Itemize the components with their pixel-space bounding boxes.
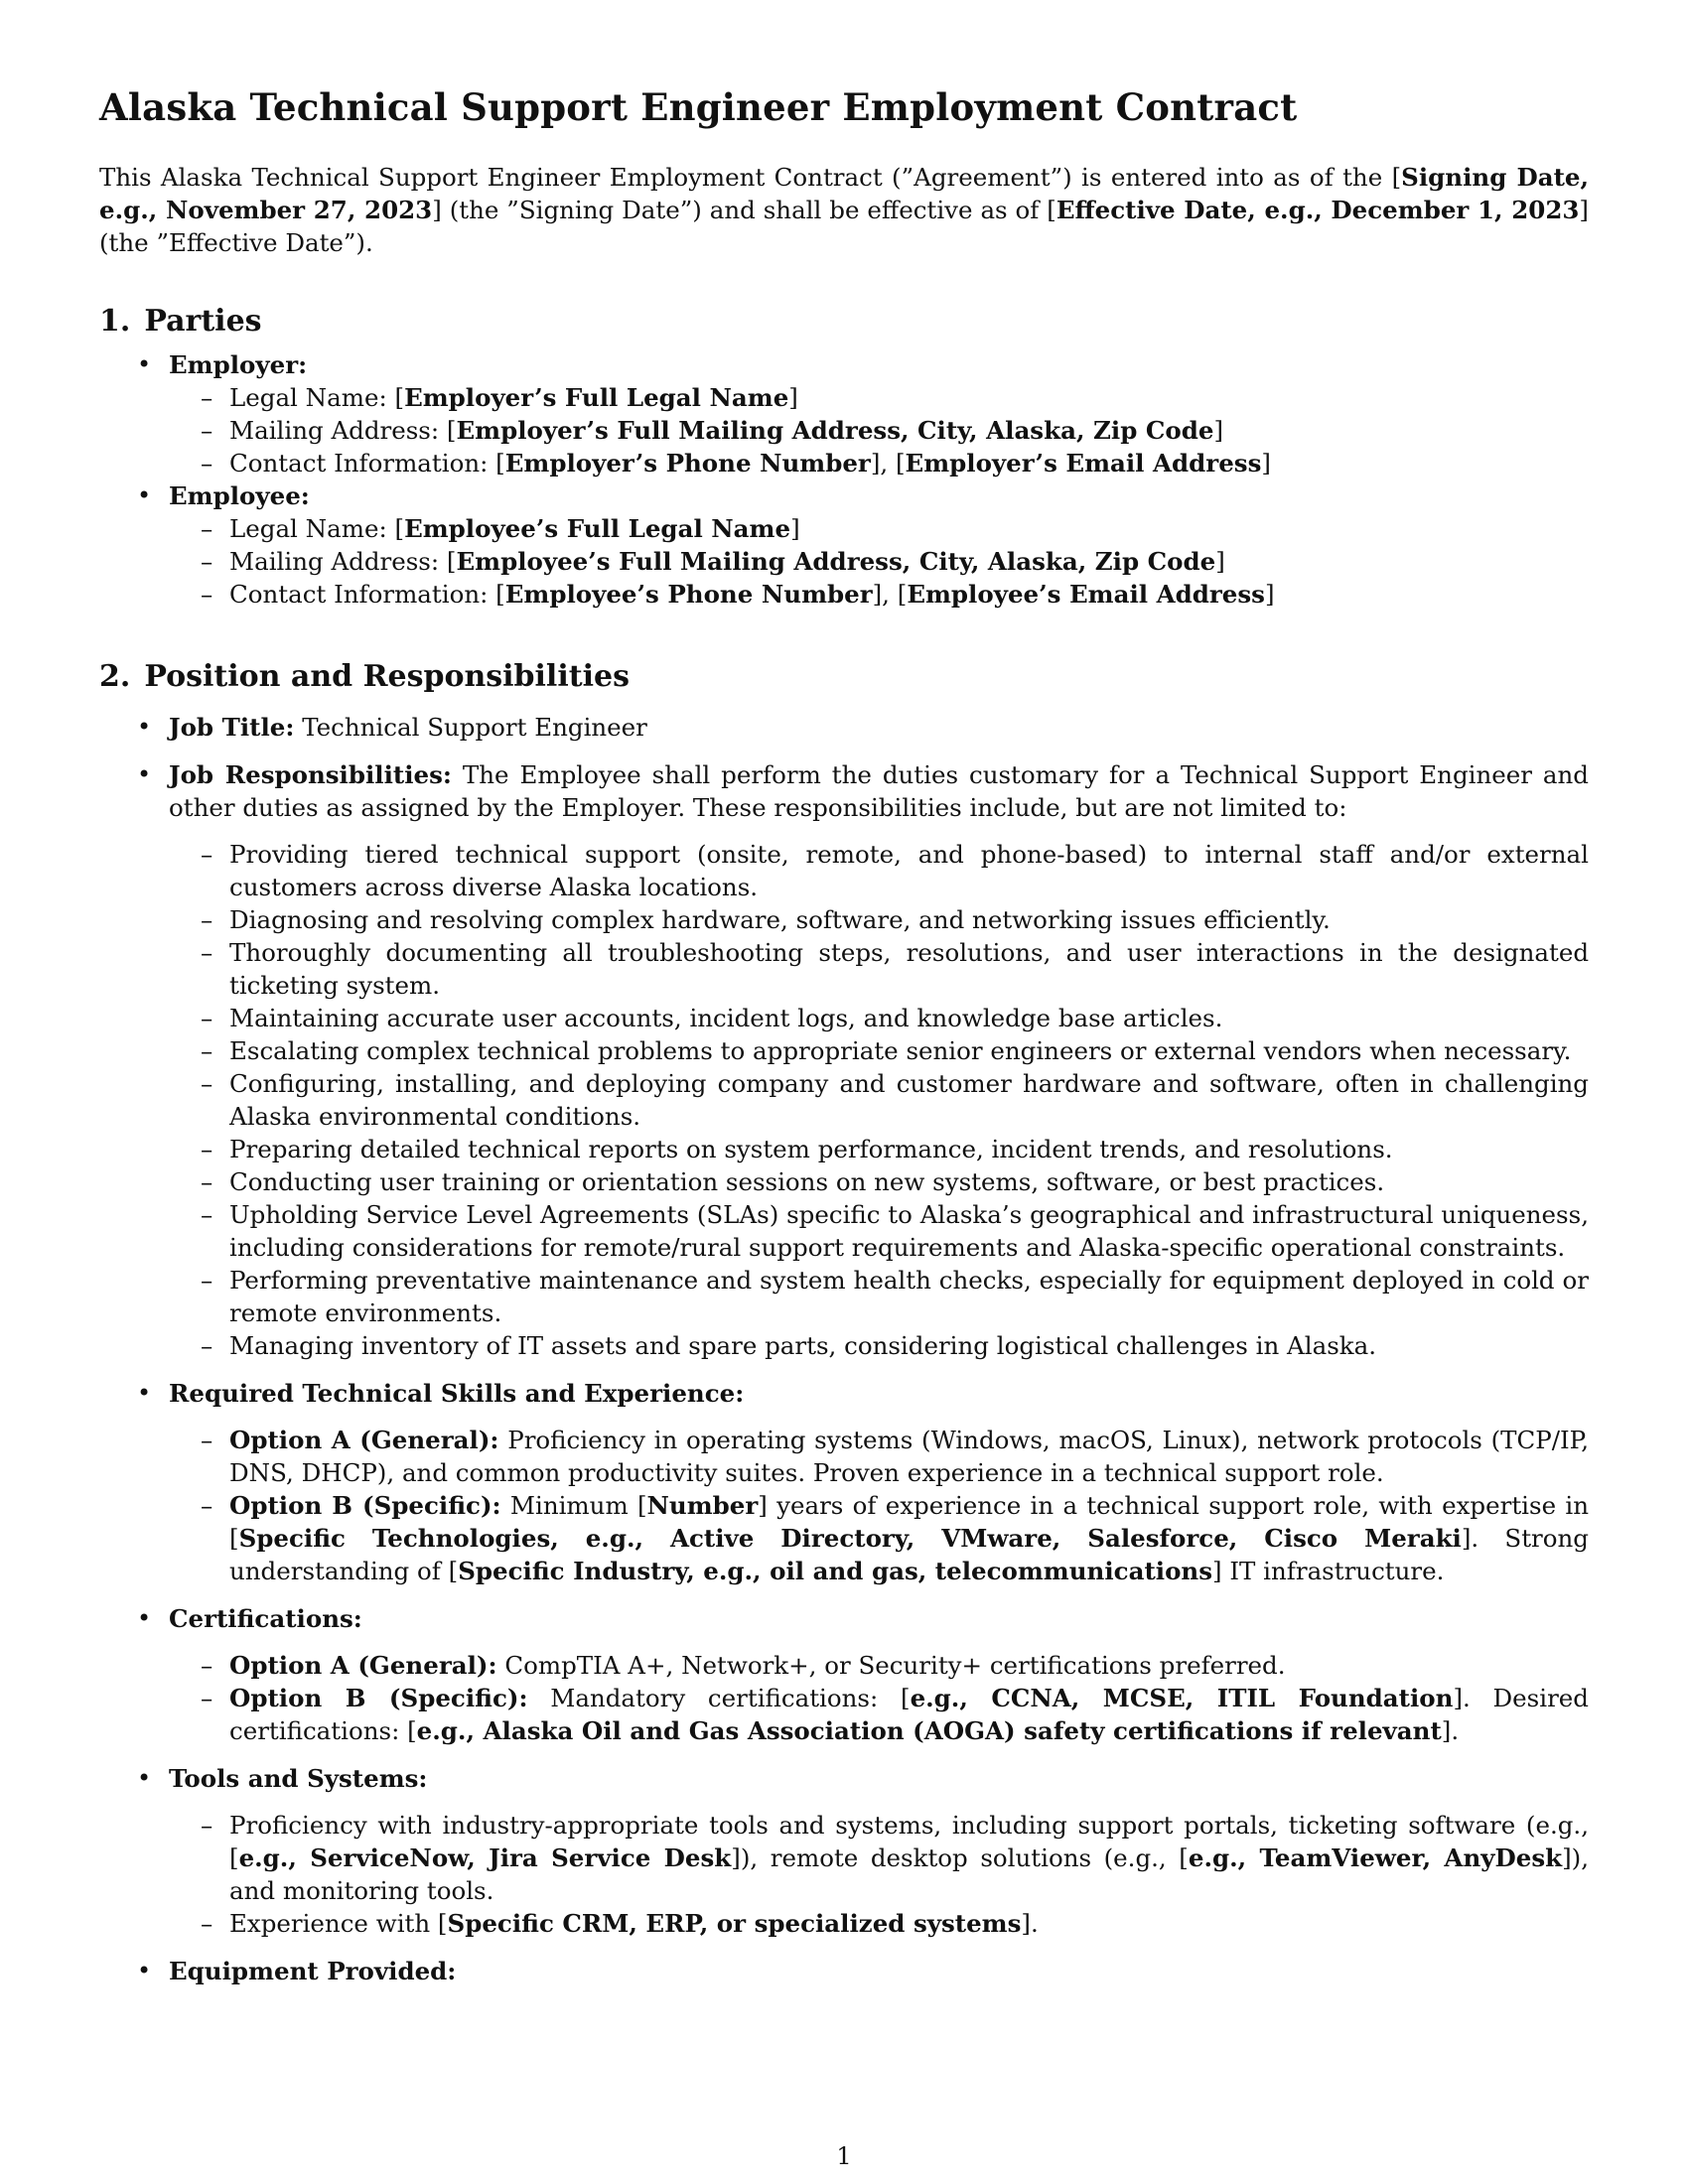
- section-2-number: 2.: [99, 659, 131, 694]
- employee-details: [169, 512, 1589, 611]
- certifications-option-a: [169, 1649, 1589, 1682]
- skills-options: [169, 1424, 1589, 1587]
- responsibility-item: – Preparing detailed technical reports on system performance, incident trends, and resolutions.: [169, 1133, 1589, 1165]
- certs-option-b-label: Option B (Specific):: [229, 1684, 528, 1712]
- employer-label: Employer:: [169, 350, 308, 379]
- tools-list: [169, 1809, 1589, 1940]
- employee-mailing-value: Employee’s Full Mailing Address, City, Alaska, Zip Code: [456, 547, 1216, 576]
- responsibility-item: – Thoroughly documenting all troubleshooting steps, resolutions, and user interactions in the designated ticketing system.: [169, 936, 1589, 1002]
- skills-b-number: Number: [646, 1491, 759, 1520]
- section-1-number: 1.: [99, 304, 131, 339]
- responsibility-item: – Diagnosing and resolving complex hardware, software, and networking issues efficiently.: [169, 903, 1589, 936]
- job-title-label: Job Title:: [169, 713, 295, 742]
- employer-phone-value: Employer’s Phone Number: [504, 449, 871, 478]
- tools-exp-systems: Specific CRM, ERP, or specialized systems: [447, 1909, 1022, 1938]
- employee-mailing-address: – Mailing Address: [Employee’s Full Mailing Address, City, Alaska, Zip Code]: [169, 545, 1589, 578]
- skills-b-text-2: ] years of experience in a technical support role, with expertise in [: [229, 1491, 1589, 1553]
- signing-date-placeholder: Signing Date, e.g., November 27, 2023: [99, 163, 1590, 224]
- employer-mailing-label: Mailing Address: [: [229, 416, 457, 445]
- tools-experience: [169, 1907, 1589, 1940]
- tools-proficiency: [169, 1809, 1589, 1907]
- effective-date-placeholder: Effective Date, e.g., December 1, 2023: [1055, 196, 1580, 224]
- employee-mailing-label: Mailing Address: [: [229, 547, 457, 576]
- certs-b-text-1: Mandatory certifications: [: [550, 1684, 911, 1712]
- employer-legal-name-value: Employer’s Full Legal Name: [404, 383, 789, 412]
- job-responsibilities-text: The Employee shall perform the duties customary for a Technical Support Engineer and other duties as assigned by the Employer. These responsibilities include, but are not limited to:: [169, 760, 1589, 822]
- responsibility-item: – Managing inventory of IT assets and spare parts, considering logistical challenges in Alaska.: [169, 1329, 1589, 1362]
- employer-contact-label: Contact Information: [: [229, 449, 505, 478]
- certifications-option-b: [169, 1682, 1589, 1747]
- employee-legal-name-value: Employee’s Full Legal Name: [404, 514, 791, 543]
- equipment-label: Equipment Provided:: [169, 1957, 457, 1985]
- skills-option-b: [169, 1489, 1589, 1587]
- employee-phone-value: Employee’s Phone Number: [504, 580, 873, 609]
- certs-option-a-label: Option A (General):: [229, 1651, 497, 1680]
- section-2-title: Position and Responsibilities: [144, 659, 630, 694]
- employer-item: [99, 348, 1589, 479]
- intro-text-2: ] (the ”Signing Date”) and shall be effective as of [: [432, 196, 1056, 224]
- employer-details: [169, 381, 1589, 479]
- certs-b-text-3: ].: [1441, 1716, 1460, 1745]
- skills-item: [99, 1377, 1589, 1587]
- responsibility-item: – Providing tiered technical support (onsite, remote, and phone-based) to internal staff and/or external customers across diverse Alaska locations.: [169, 838, 1589, 903]
- certs-b-text-2: ]. Desired certifications: [: [229, 1684, 1589, 1745]
- certifications-label: Certifications:: [169, 1604, 362, 1633]
- tools-text-3: ]), and monitoring tools.: [229, 1843, 1589, 1905]
- employer-mailing-value: Employer’s Full Mailing Address, City, Alaska, Zip Code: [456, 416, 1214, 445]
- section-2-heading: [99, 659, 630, 694]
- tools-exp-text-2: ].: [1021, 1909, 1039, 1938]
- tools-ticketing: e.g., ServiceNow, Jira Service Desk: [238, 1843, 732, 1872]
- employee-contact-label: Contact Information: [: [229, 580, 505, 609]
- skills-option-b-label: Option B (Specific):: [229, 1491, 501, 1520]
- tools-exp-text-1: Experience with [: [229, 1909, 448, 1938]
- skills-b-technologies: Specific Technologies, e.g., Active Directory, VMware, Salesforce, Cisco Meraki: [238, 1524, 1462, 1553]
- section-1-title: Parties: [144, 304, 262, 339]
- tools-remote: e.g., TeamViewer, AnyDesk: [1188, 1843, 1563, 1872]
- responsibility-item: – Upholding Service Level Agreements (SLAs) specific to Alaska’s geographical and infrastructural uniqueness, including considerations for remote/rural support requirements and Alaska-specific operational constraints.: [169, 1198, 1589, 1264]
- employee-label: Employee:: [169, 481, 310, 510]
- tools-text-1: Proficiency with industry-appropriate tools and systems, including support portals, ticketing software (e.g., [: [229, 1811, 1589, 1872]
- responsibility-item: – Configuring, installing, and deploying company and customer hardware and software, often in challenging Alaska environmental conditions.: [169, 1067, 1589, 1133]
- skills-b-text-4: ] IT infrastructure.: [1212, 1557, 1445, 1585]
- job-responsibilities-label: Job Responsibilities:: [169, 760, 452, 789]
- skills-label: Required Technical Skills and Experience:: [169, 1379, 745, 1408]
- employee-legal-name-label: Legal Name: [: [229, 514, 405, 543]
- section-1-heading: [99, 304, 262, 339]
- employer-contact-information: – Contact Information: [Employer’s Phone Number], [Employer’s Email Address]: [169, 447, 1589, 479]
- tools-label: Tools and Systems:: [169, 1764, 428, 1793]
- responsibility-item: – Performing preventative maintenance and system health checks, especially for equipment deployed in cold or remote environments.: [169, 1264, 1589, 1329]
- job-responsibilities-intro: [169, 758, 1589, 824]
- position-list: [99, 711, 1589, 2002]
- employee-legal-name: – Legal Name: [Employee’s Full Legal Name]: [169, 512, 1589, 545]
- tools-item: [99, 1762, 1589, 1940]
- skills-b-industry: Specific Industry, e.g., oil and gas, telecommunications: [458, 1557, 1213, 1585]
- employee-email-value: Employee’s Email Address: [907, 580, 1265, 609]
- job-responsibilities-item: [99, 758, 1589, 1362]
- skills-b-text-1: Minimum [: [509, 1491, 647, 1520]
- certs-b-desired: e.g., Alaska Oil and Gas Association (AOGA) safety certifications if relevant: [416, 1716, 1442, 1745]
- responsibilities-list: [169, 838, 1589, 1362]
- responsibility-item: – Escalating complex technical problems to appropriate senior engineers or external vendors when necessary.: [169, 1034, 1589, 1067]
- parties-list: [99, 348, 1589, 611]
- responsibility-item: – Conducting user training or orientation sessions on new systems, software, or best practices.: [169, 1165, 1589, 1198]
- responsibility-item: – Maintaining accurate user accounts, incident logs, and knowledge base articles.: [169, 1002, 1589, 1034]
- intro-text-1: This Alaska Technical Support Engineer Employment Contract (”Agreement”) is entered into as of the [: [99, 163, 1402, 192]
- job-title-value: Technical Support Engineer: [302, 713, 647, 742]
- intro-text-3: ] (the ”Effective Date”).: [99, 196, 1589, 257]
- intro-paragraph: [99, 161, 1589, 259]
- skills-option-a-text: Proficiency in operating systems (Windows, macOS, Linux), network protocols (TCP/IP, DNS, DHCP), and common productivity suites. Proven experience in a technical support role.: [229, 1426, 1589, 1487]
- certifications-options: [169, 1649, 1589, 1747]
- certs-b-mandatory: e.g., CCNA, MCSE, ITIL Foundation: [910, 1684, 1454, 1712]
- employer-legal-name: – Legal Name: [Employer’s Full Legal Name]: [169, 381, 1589, 414]
- skills-option-a: [169, 1424, 1589, 1489]
- employee-item: [99, 479, 1589, 611]
- equipment-item: [99, 1955, 1589, 1987]
- skills-b-text-3: ]. Strong understanding of [: [229, 1524, 1589, 1585]
- employer-mailing-address: – Mailing Address: [Employer’s Full Mailing Address, City, Alaska, Zip Code]: [169, 414, 1589, 447]
- skills-option-a-label: Option A (General):: [229, 1426, 499, 1454]
- certifications-item: [99, 1602, 1589, 1747]
- tools-text-2: ]), remote desktop solutions (e.g., [: [731, 1843, 1189, 1872]
- employee-contact-information: – Contact Information: [Employee’s Phone Number], [Employee’s Email Address]: [169, 578, 1589, 611]
- employer-legal-name-label: Legal Name: [: [229, 383, 405, 412]
- job-title-item: [99, 711, 1589, 744]
- page-number: 1: [836, 2142, 852, 2170]
- employer-email-value: Employer’s Email Address: [905, 449, 1262, 478]
- certs-option-a-text: CompTIA A+, Network+, or Security+ certifications preferred.: [504, 1651, 1286, 1680]
- document-title: Alaska Technical Support Engineer Employment Contract: [99, 85, 1298, 129]
